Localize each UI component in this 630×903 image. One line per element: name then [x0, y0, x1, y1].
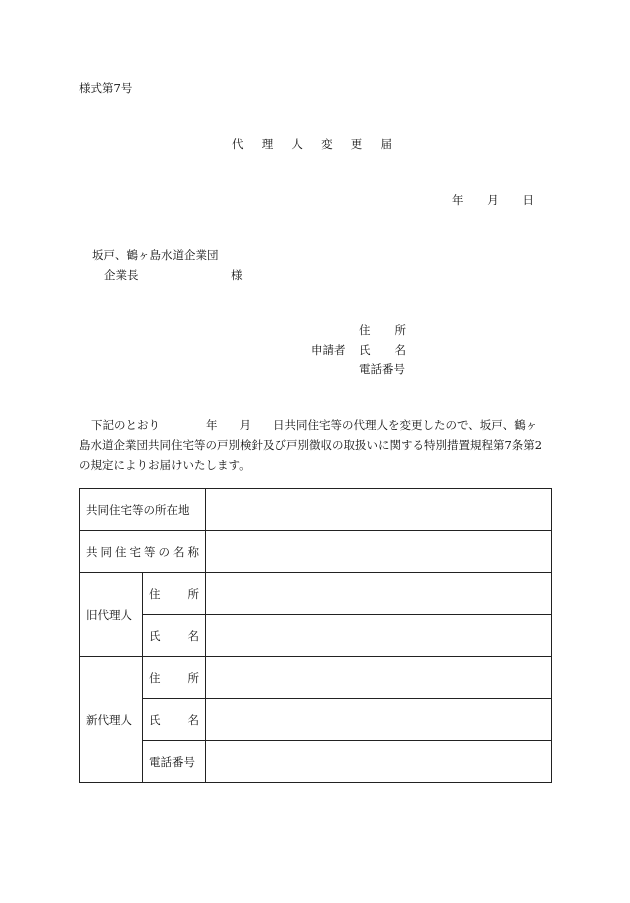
title-char: 代	[232, 137, 244, 151]
old-agent-group-cell	[80, 573, 143, 657]
location-label: 共同住宅等の所在地	[86, 502, 190, 517]
date-month: 月	[487, 193, 499, 207]
location-value-cell[interactable]	[206, 489, 552, 531]
body-line-1	[79, 415, 551, 435]
label-char: 等	[144, 544, 156, 559]
table-row	[80, 699, 552, 741]
agent-change-table	[79, 488, 552, 783]
label-char: 住	[149, 586, 161, 601]
body-text-part: 下記のとおり	[91, 418, 160, 432]
addressee-position: 企業長	[104, 268, 139, 282]
table-row	[80, 531, 552, 573]
old-agent-label: 旧代理人	[86, 607, 132, 622]
label-char: 氏	[359, 343, 371, 357]
addressee-organization: 坂戸、鶴ヶ島水道企業団	[92, 248, 219, 262]
new-agent-label: 新代理人	[86, 712, 132, 727]
label-char: 名	[394, 343, 406, 357]
addressee-honorific: 様	[231, 268, 243, 282]
label-char: 所	[187, 586, 199, 601]
body-paragraph	[79, 415, 551, 475]
date-year: 年	[452, 193, 464, 207]
new-agent-name-value-cell[interactable]	[206, 699, 552, 741]
applicant-address-label	[359, 323, 406, 337]
form-number: 様式第7号	[79, 81, 133, 95]
body-year: 年	[206, 418, 218, 432]
table-row	[80, 573, 552, 615]
name-label-cell	[80, 531, 206, 573]
new-agent-address-value-cell[interactable]	[206, 657, 552, 699]
building-name-label	[86, 544, 199, 560]
label-char: 住	[115, 544, 127, 559]
label-char: 同	[100, 544, 112, 559]
label-char: 所	[187, 670, 199, 685]
label-char: 住	[149, 670, 161, 685]
location-label-cell	[80, 489, 206, 531]
label-char: 共	[86, 544, 98, 559]
title-char: 変	[321, 137, 333, 151]
old-agent-name-label-cell	[143, 615, 206, 657]
date-day: 日	[522, 193, 534, 207]
old-agent-address-label	[149, 586, 199, 602]
label-char: 称	[187, 544, 199, 559]
body-text-part: 日共同住宅等の代理人を変更したので、坂戸、鶴ヶ	[273, 418, 538, 432]
new-agent-name-label	[149, 712, 199, 728]
label-char: 住	[359, 323, 371, 337]
document-title	[232, 137, 392, 151]
label-char: 名	[187, 712, 199, 727]
body-line-2: 島水道企業団共同住宅等の戸別検針及び戸別徴収の取扱いに関する特別措置規程第7条第2	[79, 438, 543, 452]
applicant-phone-label: 電話番号	[359, 362, 405, 376]
building-name-value-cell[interactable]	[206, 531, 552, 573]
label-char: 氏	[149, 628, 161, 643]
label-char: 名	[187, 628, 199, 643]
title-char: 人	[291, 137, 303, 151]
date-line	[452, 193, 534, 207]
label-char: 所	[394, 323, 406, 337]
new-agent-address-label-cell	[143, 657, 206, 699]
label-char: の	[158, 544, 170, 559]
applicant-name-label	[359, 343, 406, 357]
new-agent-address-label	[149, 670, 199, 686]
label-char: 名	[173, 544, 185, 559]
applicant-label: 申請者	[311, 343, 346, 357]
table-row	[80, 741, 552, 783]
title-char: 届	[380, 137, 392, 151]
title-char: 更	[350, 137, 363, 151]
new-agent-phone-label-cell	[143, 741, 206, 783]
label-char: 宅	[129, 544, 141, 559]
label-char: 氏	[149, 712, 161, 727]
old-agent-address-value-cell[interactable]	[206, 573, 552, 615]
old-agent-name-label	[149, 628, 199, 644]
new-agent-group-cell	[80, 657, 143, 783]
table-row	[80, 489, 552, 531]
table-row	[80, 615, 552, 657]
body-month: 月	[239, 418, 251, 432]
old-agent-name-value-cell[interactable]	[206, 615, 552, 657]
new-agent-phone-value-cell[interactable]	[206, 741, 552, 783]
body-line-3: の規定によりお届けいたします。	[79, 458, 251, 472]
title-char: 理	[261, 137, 274, 151]
new-agent-phone-label: 電話番号	[149, 754, 195, 769]
new-agent-name-label-cell	[143, 699, 206, 741]
table-row	[80, 657, 552, 699]
old-agent-address-label-cell	[143, 573, 206, 615]
